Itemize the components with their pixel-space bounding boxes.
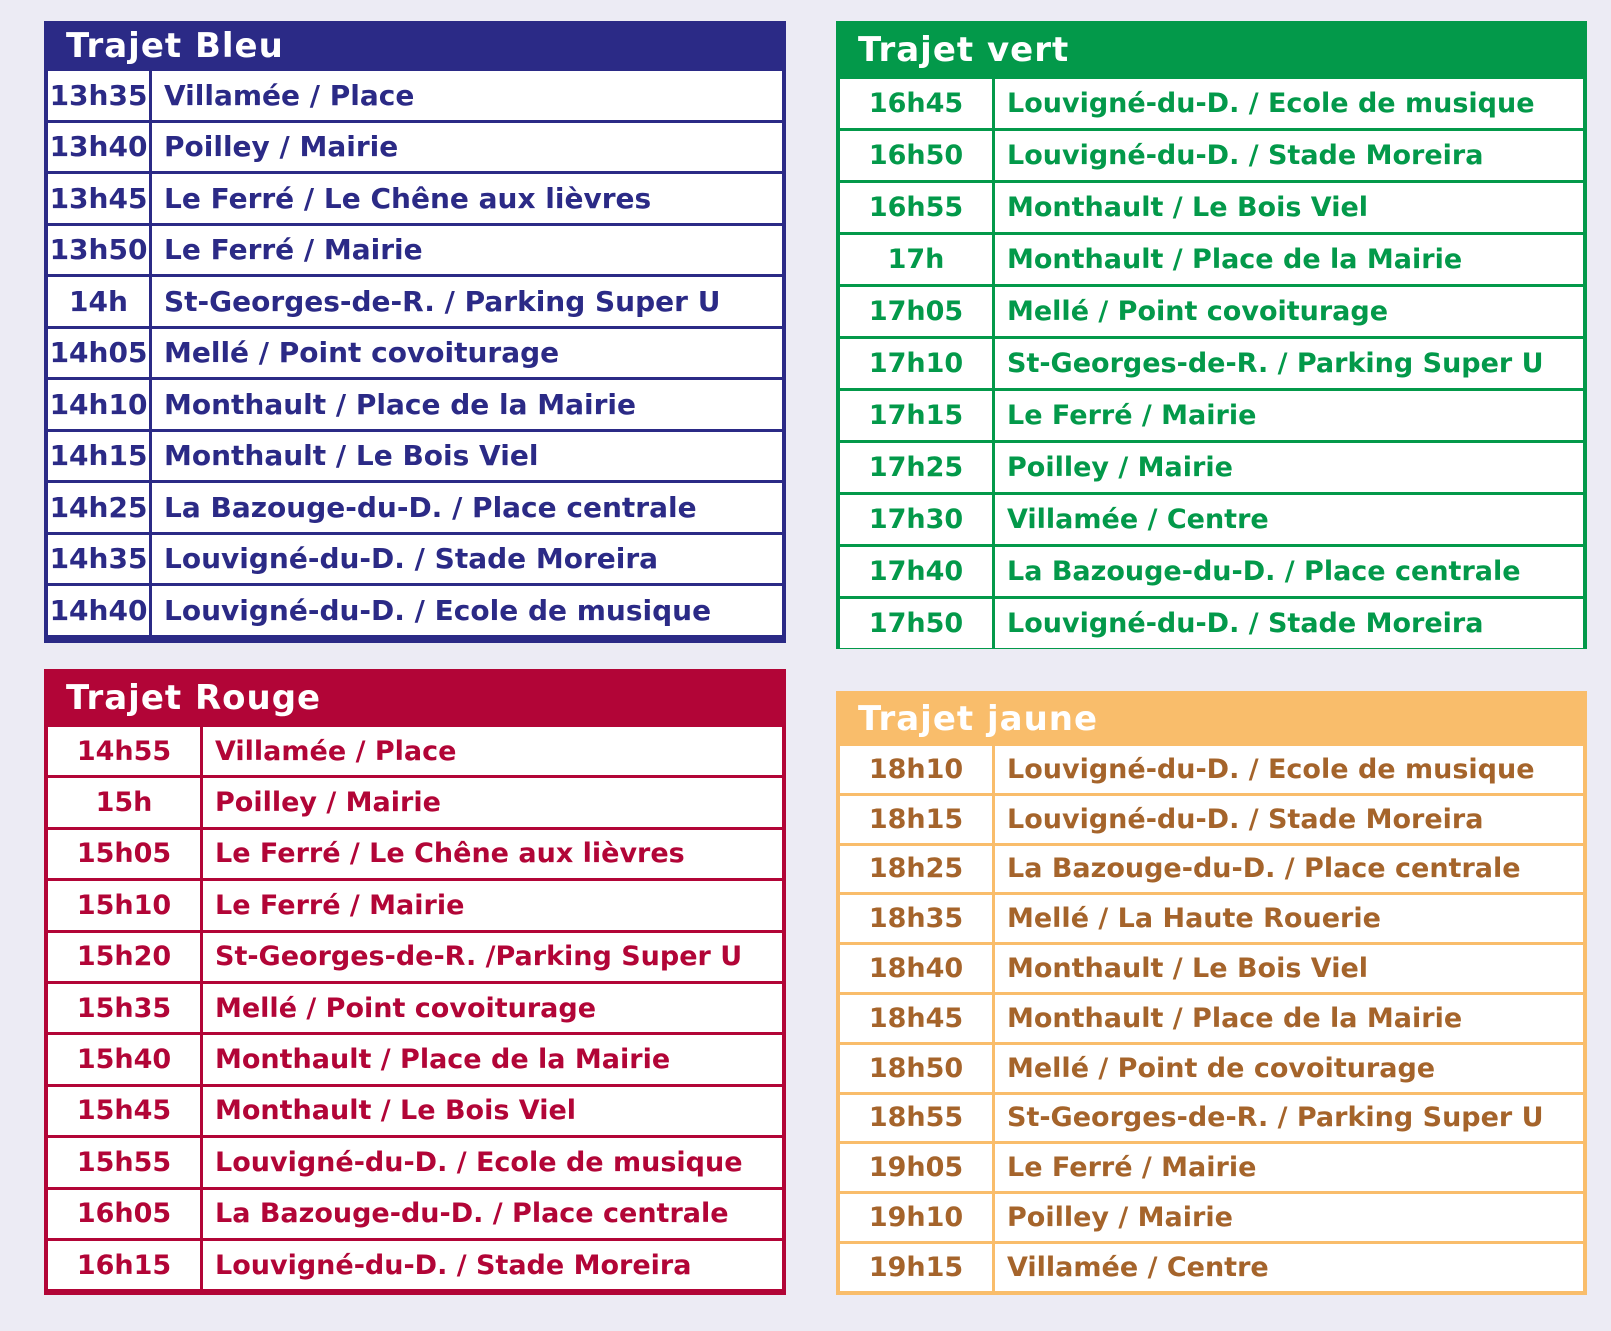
table-row — [48, 535, 782, 584]
table-row — [840, 443, 1583, 492]
route-table-rouge — [44, 669, 786, 1295]
stop-name: Mellé / Point covoiturage — [992, 287, 1583, 336]
stop-name: St-Georges-de-R. / Parking Super U — [149, 277, 782, 326]
stop-name: La Bazouge-du-D. / Place centrale — [149, 483, 782, 532]
stop-name: Poilley / Mairie — [992, 1194, 1583, 1241]
table-row — [840, 945, 1583, 992]
route-title: Trajet jaune — [858, 699, 1099, 739]
stop-name: Le Ferré / Mairie — [200, 881, 782, 929]
stop-name: Le Ferré / Le Chêne aux lièvres — [200, 830, 782, 878]
table-row — [48, 329, 782, 378]
departure-time: 13h40 — [48, 123, 149, 172]
table-row — [840, 995, 1583, 1042]
table-row — [840, 1244, 1583, 1291]
stop-name: La Bazouge-du-D. / Place centrale — [992, 846, 1583, 893]
stop-name: Poilley / Mairie — [200, 778, 782, 826]
stop-name: Louvigné-du-D. / Stade Moreira — [149, 535, 782, 584]
table-row — [840, 547, 1583, 596]
departure-time: 14h05 — [48, 329, 149, 378]
departure-time: 15h05 — [48, 830, 200, 878]
departure-time: 15h45 — [48, 1087, 200, 1135]
table-row — [840, 495, 1583, 544]
stop-name: Villamée / Place — [149, 71, 782, 120]
table-row — [840, 895, 1583, 942]
table-row — [48, 1241, 782, 1289]
departure-time: 17h05 — [840, 287, 992, 336]
stop-name: Villamée / Centre — [992, 1244, 1583, 1291]
departure-time: 17h — [840, 235, 992, 284]
departure-time: 17h25 — [840, 443, 992, 492]
table-row — [48, 933, 782, 981]
departure-time: 18h50 — [840, 1045, 992, 1092]
stop-name: Le Ferré / Mairie — [149, 226, 782, 275]
stop-name: Monthault / Place de la Mairie — [992, 995, 1583, 1042]
table-row — [840, 796, 1583, 843]
schedule-table — [48, 68, 782, 638]
schedule-table — [840, 76, 1583, 651]
departure-time: 18h45 — [840, 995, 992, 1042]
stop-name: Le Ferré / Mairie — [992, 1144, 1583, 1191]
departure-time: 19h15 — [840, 1244, 992, 1291]
departure-time: 16h55 — [840, 183, 992, 232]
table-row — [840, 1144, 1583, 1191]
table-row — [840, 339, 1583, 388]
table-row — [48, 727, 782, 775]
departure-time: 15h35 — [48, 984, 200, 1032]
stop-name: Poilley / Mairie — [992, 443, 1583, 492]
table-row — [48, 123, 782, 172]
stop-name: Louvigné-du-D. / Stade Moreira — [992, 131, 1583, 180]
table-row — [840, 599, 1583, 648]
table-row — [840, 746, 1583, 793]
stop-name: Mellé / Point covoiturage — [200, 984, 782, 1032]
table-row — [48, 174, 782, 223]
table-row — [48, 1190, 782, 1238]
table-row — [48, 226, 782, 275]
departure-time: 17h40 — [840, 547, 992, 596]
table-row — [840, 287, 1583, 336]
table-row — [840, 1045, 1583, 1092]
stop-name: Monthault / Le Bois Viel — [200, 1087, 782, 1135]
stop-name: Villamée / Centre — [992, 495, 1583, 544]
table-row — [840, 235, 1583, 284]
route-title: Trajet vert — [858, 30, 1070, 70]
departure-time: 16h15 — [48, 1241, 200, 1289]
table-row — [48, 586, 782, 635]
table-row — [840, 183, 1583, 232]
departure-time: 18h15 — [840, 796, 992, 843]
stop-name: Louvigné-du-D. / Ecole de musique — [200, 1138, 782, 1186]
table-row — [840, 79, 1583, 128]
stop-name: Mellé / Point de covoiturage — [992, 1045, 1583, 1092]
stop-name: Villamée / Place — [200, 727, 782, 775]
departure-time: 14h40 — [48, 586, 149, 635]
departure-time: 17h30 — [840, 495, 992, 544]
stop-name: Monthault / Place de la Mairie — [992, 235, 1583, 284]
stop-name: Mellé / Point covoiturage — [149, 329, 782, 378]
departure-time: 15h10 — [48, 881, 200, 929]
stop-name: Louvigné-du-D. / Ecole de musique — [992, 79, 1583, 128]
departure-time: 17h15 — [840, 391, 992, 440]
stop-name: St-Georges-de-R. / Parking Super U — [992, 1095, 1583, 1142]
table-row — [48, 380, 782, 429]
stop-name: La Bazouge-du-D. / Place centrale — [992, 547, 1583, 596]
stop-name: St-Georges-de-R. /Parking Super U — [200, 933, 782, 981]
departure-time: 18h35 — [840, 895, 992, 942]
stop-name: Monthault / Le Bois Viel — [149, 432, 782, 481]
departure-time: 14h35 — [48, 535, 149, 584]
schedule-table — [48, 724, 782, 1292]
stop-name: Louvigné-du-D. / Ecole de musique — [992, 746, 1583, 793]
stop-name: St-Georges-de-R. / Parking Super U — [992, 339, 1583, 388]
table-row — [48, 432, 782, 481]
departure-time: 13h35 — [48, 71, 149, 120]
departure-time: 14h25 — [48, 483, 149, 532]
departure-time: 16h45 — [840, 79, 992, 128]
table-row — [48, 277, 782, 326]
stop-name: Louvigné-du-D. / Stade Moreira — [992, 796, 1583, 843]
departure-time: 16h05 — [48, 1190, 200, 1238]
table-row — [840, 391, 1583, 440]
stop-name: Poilley / Mairie — [149, 123, 782, 172]
departure-time: 17h10 — [840, 339, 992, 388]
stop-name: Mellé / La Haute Rouerie — [992, 895, 1583, 942]
table-row — [840, 1194, 1583, 1241]
route-table-vert — [836, 21, 1587, 649]
route-title: Trajet Bleu — [66, 26, 284, 66]
schedule-table — [840, 743, 1583, 1294]
table-row — [48, 1138, 782, 1186]
stop-name: Louvigné-du-D. / Stade Moreira — [200, 1241, 782, 1289]
table-row — [840, 846, 1583, 893]
departure-time: 15h — [48, 778, 200, 826]
departure-time: 14h55 — [48, 727, 200, 775]
departure-time: 16h50 — [840, 131, 992, 180]
table-row — [48, 830, 782, 878]
table-row — [48, 1035, 782, 1083]
departure-time: 18h25 — [840, 846, 992, 893]
table-row — [48, 778, 782, 826]
departure-time: 14h15 — [48, 432, 149, 481]
departure-time: 19h05 — [840, 1144, 992, 1191]
table-row — [48, 1087, 782, 1135]
departure-time: 17h50 — [840, 599, 992, 648]
stop-name: Louvigné-du-D. / Stade Moreira — [992, 599, 1583, 648]
departure-time: 13h45 — [48, 174, 149, 223]
table-row — [840, 1095, 1583, 1142]
departure-time: 15h40 — [48, 1035, 200, 1083]
route-table-bleu — [44, 21, 786, 643]
stop-name: La Bazouge-du-D. / Place centrale — [200, 1190, 782, 1238]
stop-name: Le Ferré / Mairie — [992, 391, 1583, 440]
stop-name: Monthault / Le Bois Viel — [992, 945, 1583, 992]
route-table-jaune — [836, 691, 1587, 1295]
departure-time: 15h55 — [48, 1138, 200, 1186]
departure-time: 18h10 — [840, 746, 992, 793]
departure-time: 14h10 — [48, 380, 149, 429]
stop-name: Monthault / Le Bois Viel — [992, 183, 1583, 232]
table-row — [48, 71, 782, 120]
departure-time: 19h10 — [840, 1194, 992, 1241]
table-row — [48, 483, 782, 532]
table-row — [48, 881, 782, 929]
departure-time: 15h20 — [48, 933, 200, 981]
stop-name: Monthault / Place de la Mairie — [149, 380, 782, 429]
stop-name: Monthault / Place de la Mairie — [200, 1035, 782, 1083]
route-title: Trajet Rouge — [66, 678, 322, 718]
departure-time: 18h40 — [840, 945, 992, 992]
departure-time: 14h — [48, 277, 149, 326]
stop-name: Le Ferré / Le Chêne aux lièvres — [149, 174, 782, 223]
table-row — [840, 131, 1583, 180]
table-row — [48, 984, 782, 1032]
departure-time: 13h50 — [48, 226, 149, 275]
departure-time: 18h55 — [840, 1095, 992, 1142]
stop-name: Louvigné-du-D. / Ecole de musique — [149, 586, 782, 635]
